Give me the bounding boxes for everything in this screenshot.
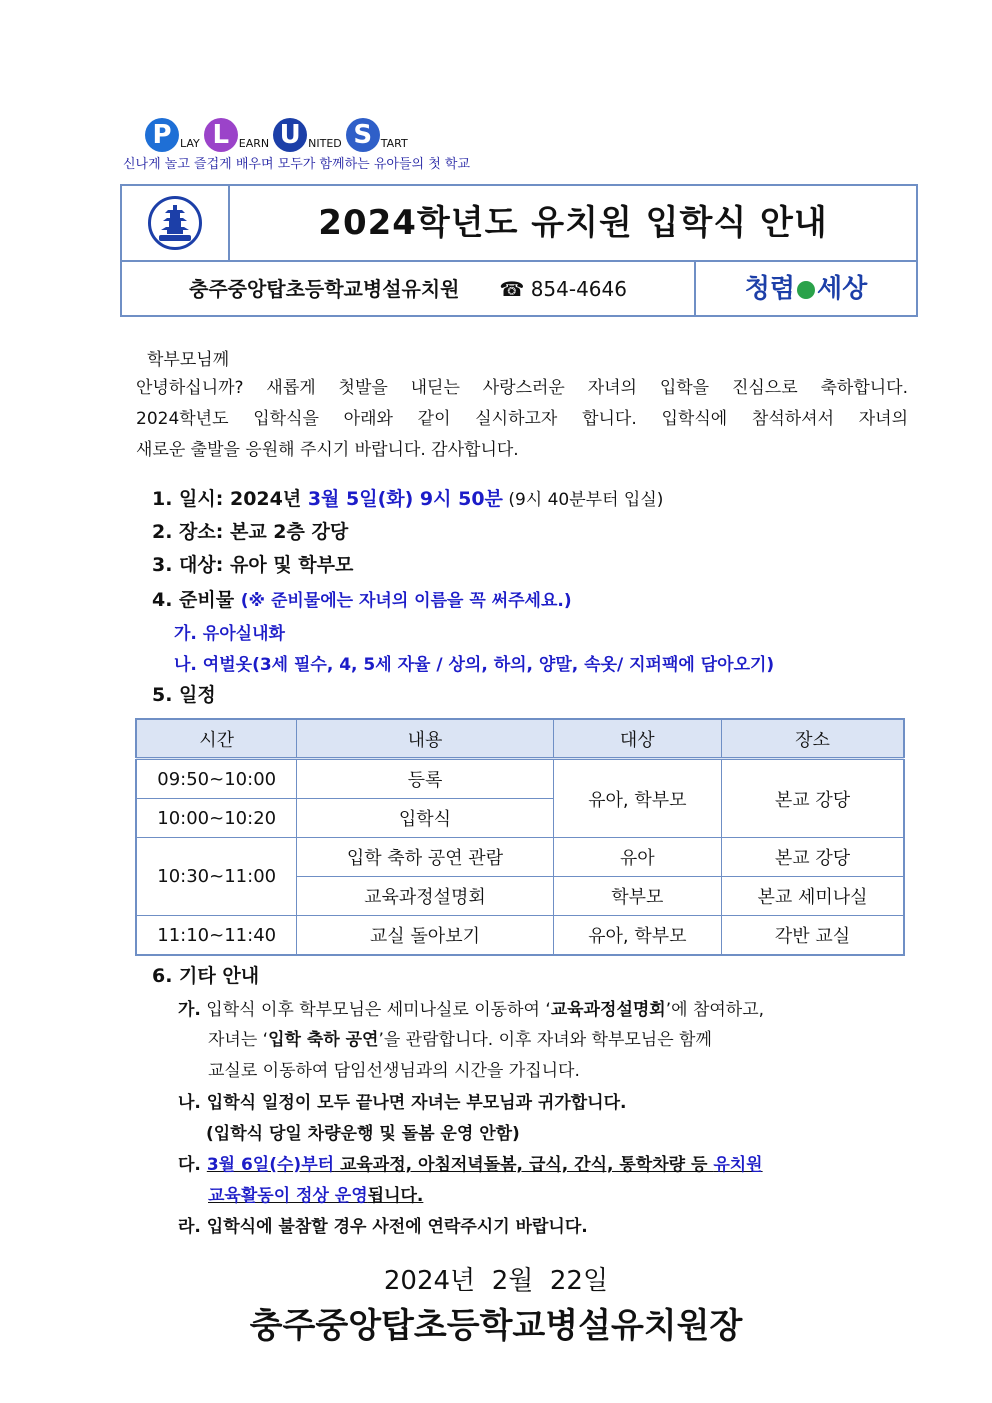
logo-letter-p: P LAY — [145, 118, 200, 152]
header-title-row — [122, 186, 916, 262]
table-header: 시간 — [136, 719, 297, 759]
item-place: 2. 장소: 본교 2층 강당 — [152, 521, 349, 543]
intro-line: 2024학년도 입학식을 아래와 같이 실시하고자 합니다. 입학식에 참석하셔서 자녀의 — [136, 409, 908, 429]
brand-text-2: 세상 — [817, 274, 868, 304]
item-date: 1. 일시: 2024년 3월 5일(화) 9시 50분 (9시 40분부터 입실) — [152, 488, 664, 510]
content-cell: 입학식 — [297, 799, 553, 838]
place-cell: 본교 강당 — [722, 838, 904, 877]
note-a-line2: 자녀는 ‘입학 축하 공연’을 관람합니다. 이후 자녀와 학부모님은 함께 — [208, 1030, 712, 1050]
header-info-row — [122, 262, 916, 317]
integrity-logo — [696, 262, 916, 317]
content-cell: 교실 돌아보기 — [297, 916, 553, 956]
note-b-line1: 나. 입학식 일정이 모두 끝나면 자녀는 부모님과 귀가합니다. — [178, 1093, 627, 1113]
target-cell: 유아, 학부모 — [553, 916, 722, 956]
table-row — [136, 759, 904, 799]
content-cell: 등록 — [297, 759, 553, 799]
intro-paragraph — [136, 373, 908, 466]
plus-logo — [145, 118, 412, 152]
header-box — [120, 184, 918, 317]
note-c-line2: 교육활동이 정상 운영됩니다. — [208, 1186, 424, 1206]
note-d: 라. 입학식에 불참할 경우 사전에 연락주시기 바랍니다. — [178, 1217, 588, 1237]
issue-date: 2024년 2월 22일 — [383, 1266, 609, 1296]
item-target: 3. 대상: 유아 및 학부모 — [152, 554, 354, 576]
table-row — [136, 916, 904, 956]
target-cell: 유아, 학부모 — [553, 759, 722, 838]
note-a-line1: 가. 입학식 이후 학부모님은 세미나실로 이동하여 ‘교육과정설명회’에 참여하고, — [178, 1000, 765, 1020]
note-a-line3: 교실로 이동하여 담임선생님과의 시간을 가집니다. — [208, 1061, 580, 1081]
item-schedule: 5. 일정 — [152, 684, 216, 706]
school-name: 충주중앙탑초등학교병설유치원 — [189, 277, 460, 301]
brand-dot-icon — [797, 281, 815, 299]
table-header: 장소 — [722, 719, 904, 759]
supplies-note: (※ 준비물에는 자녀의 이름을 꼭 써주세요.) — [240, 591, 572, 611]
table-header: 대상 — [553, 719, 722, 759]
supply-indoor-shoes: 가. 유아실내화 — [174, 624, 285, 644]
time-cell: 10:30~11:00 — [136, 838, 297, 916]
place-cell: 본교 강당 — [722, 759, 904, 838]
school-info — [122, 262, 696, 317]
signature: 충주중앙탑초등학교병설유치원장 — [249, 1306, 743, 1346]
page-title: 2024학년도 유치원 입학식 안내 — [318, 203, 828, 243]
emblem-cell — [122, 186, 230, 260]
logo-letter-s: S TART — [346, 118, 408, 152]
supply-spare-clothes: 나. 여벌옷(3세 필수, 4, 5세 자율 / 상의, 하의, 양말, 속옷/ 지퍼팩에 담아오기) — [174, 655, 775, 675]
content-cell: 교육과정설명회 — [297, 877, 553, 916]
school-emblem-icon — [148, 196, 202, 250]
target-cell: 학부모 — [553, 877, 722, 916]
brand-text-1: 청렴 — [744, 274, 795, 304]
greeting: 학부모님께 — [147, 350, 230, 370]
time-cell: 11:10~11:40 — [136, 916, 297, 956]
note-b-line2: (입학식 당일 차량운행 및 돌봄 운영 안함) — [206, 1124, 520, 1144]
target-cell: 유아 — [553, 838, 722, 877]
logo-letter-l: L EARN — [204, 118, 269, 152]
time-cell: 10:00~10:20 — [136, 799, 297, 838]
time-cell: 09:50~10:00 — [136, 759, 297, 799]
slogan: 신나게 놀고 즐겁게 배우며 모두가 함께하는 유아들의 첫 학교 — [123, 157, 471, 172]
note-c-line1: 다. 3월 6일(수)부터 교육과정, 아침저녁돌봄, 급식, 간식, 통학차량 등 유치원 — [178, 1155, 763, 1175]
table-row — [136, 838, 904, 877]
item-supplies: 4. 준비물 (※ 준비물에는 자녀의 이름을 꼭 써주세요.) — [152, 589, 572, 611]
logo-letter-u: U NITED — [273, 118, 342, 152]
table-header-row — [136, 719, 904, 759]
intro-line: 새로운 출발을 응원해 주시기 바랍니다. 감사합니다. — [136, 440, 519, 460]
place-cell: 본교 세미나실 — [722, 877, 904, 916]
event-date: 3월 5일(화) 9시 50분 — [307, 488, 503, 510]
other-notes-title: 6. 기타 안내 — [152, 965, 260, 987]
table-header: 내용 — [297, 719, 553, 759]
content-cell: 입학 축하 공연 관람 — [297, 838, 553, 877]
intro-line: 안녕하십니까? 새롭게 첫발을 내딛는 사랑스러운 자녀의 입학을 진심으로 축하합니다. — [136, 378, 908, 398]
place-cell: 각반 교실 — [722, 916, 904, 956]
phone-number: ☎ 854-4646 — [499, 277, 627, 301]
schedule-table — [135, 718, 905, 956]
